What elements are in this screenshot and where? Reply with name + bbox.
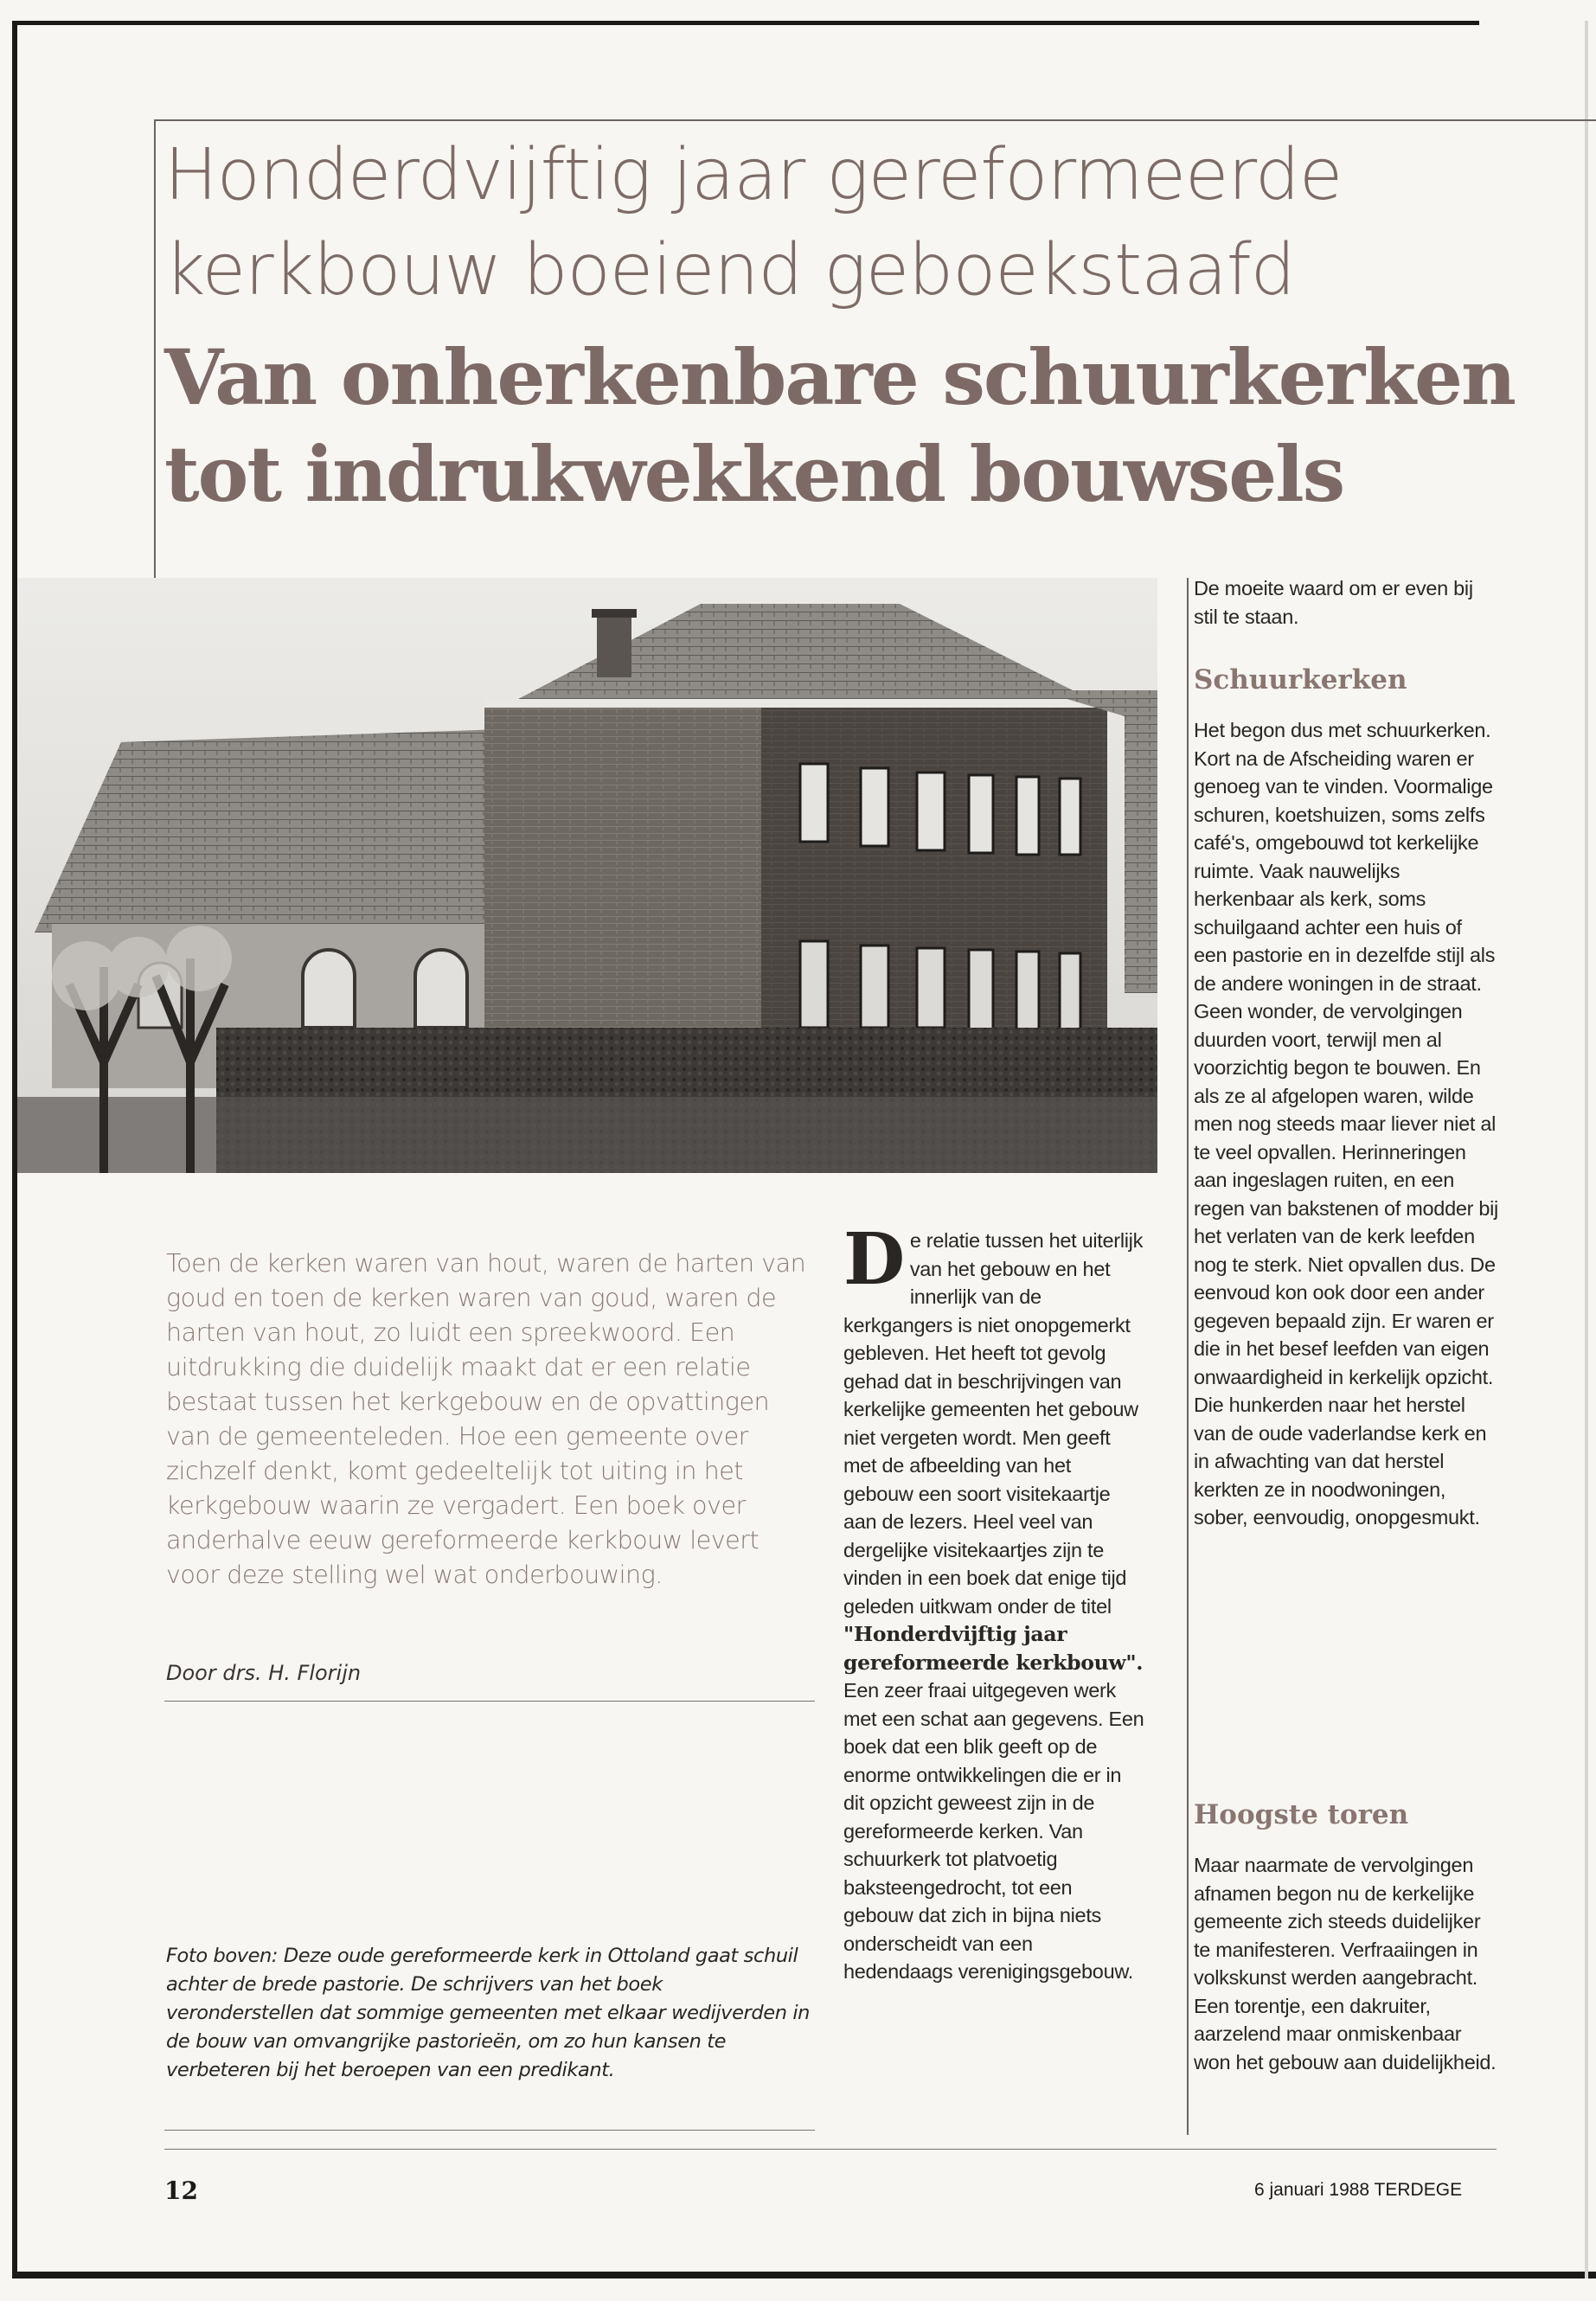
issue-date: 6 januari 1988 TERDEGE <box>1254 2180 1463 2200</box>
byline: Door drs. H. Florijn <box>166 1661 362 1685</box>
book-title: "Honderdvijftig jaar gereformeerde kerkbouw". <box>843 1622 1144 1675</box>
right-paragraph-1: Het begon dus met schuurkerken. Kort na de Afscheiding waren er genoeg van te vinden. Voormalige schuren, koetshuizen, soms zelfs café's, omgebouwd tot kerkelijke ruimte. Vaak nauwelijks herkenbaar als kerk, soms schuilgaand achter een huis of een pastorie en in dezelfde stijl als de andere woningen in de straat. Geen wonder, de vervolgingen duurden voort, terwijl men al voorzichtig begon te bouwen. En als ze al afgelopen waren, wilde men nog steeds maar liever niet al te veel opvallen. Herinneringen aan ingeslagen ruiten, en een regen van bakstenen of modder bij het verlaten van de kerk leefden nog te sterk. Niet opvallen dus. De eenvoud kon ook door een ander gegeven bepaald zijn. Er waren er die in het besef leefden van eigen onwaardigheid in kerkelijk opzicht. Die hunkerden naar het herstel van de oude vaderlandse kerk en in afwachting van dat herstel kerkten ze in noodwoningen, sober, eenvoudig, onopgesmukt. <box>1194 719 1498 1529</box>
kicker-line-1: Honderdvijftig jaar gereformeerde <box>164 134 1343 216</box>
lead-paragraph: Toen de kerken waren van hout, waren de harten van goud en toen de kerken waren van goud, waren de harten van hout, zo luidt een spreekwoord. Een uitdrukking die duidelijk maakt dat er een relatie bestaat tussen het kerkgebouw en de opvattingen van de gemeenteleden. Hoe een gemeente over zichzelf denkt, komt gedeeltelijk tot uiting in het kerkgebouw waarin ze vergadert. Een boek over anderhalve eeuw gereformeerde kerkbouw levert voor deze stelling wel wat onderbouwing. <box>166 1248 806 1589</box>
middle-text-2: Een zeer fraai uitgegeven werk met een schat aan gegevens. Een boek dat een blik geeft op de enorme ontwikkelingen die er in dit opzicht geweest zijn in de gereformeerde kerken. Van schuurkerk tot platvoetig baksteengedrocht, tot een gebouw dat zich in bijna niets onderscheidt van een hedendaags verenigingsgebouw. <box>843 1679 1144 1983</box>
drop-cap: D <box>843 1218 905 1301</box>
byline-rule <box>164 1701 815 1702</box>
footer-rule <box>164 2149 1497 2150</box>
caption-rule <box>164 2130 815 2131</box>
main-headline-line-1: Van onherkenbare schuurkerken <box>164 332 1516 422</box>
page-border-bottom <box>12 2272 1596 2279</box>
middle-column-body <box>843 1218 1144 1986</box>
subhead-hoogste-toren: Hoogste toren <box>1194 1799 1409 1830</box>
main-headline <box>164 329 1566 522</box>
church-photo <box>17 578 1157 1173</box>
kicker-headline <box>164 128 1548 318</box>
subhead-schuurkerken: Schuurkerken <box>1194 664 1407 695</box>
kicker-line-2: kerkbouw boeiend geboekstaafd <box>164 229 1295 311</box>
right-intro: De moeite waard om er even bij stil te staan. <box>1194 577 1473 628</box>
main-headline-line-2: tot indrukwekkend bouwsels <box>164 429 1344 519</box>
photo-caption: Foto boven: Deze oude gereformeerde kerk in Ottoland gaat schuil achter de brede pastorie. De schrijvers van het boek veronderstellen dat sommige gemeenten met elkaar wedijverden in de bouw van omvangrijke pastorieën, om zo hun kansen te verbeteren bij het beroepen van een predikant. <box>166 1945 811 2081</box>
right-paragraph-2: Maar naarmate de vervolgingen afnamen begon nu de kerkelijke gemeente zich steeds duidelijker te manifesteren. Verfraaiingen in volkskunst werden aangebracht. Een torentje, een dakruiter, aarzelend maar onmiskenbaar won het gebouw aan duidelijkheid. <box>1194 1854 1497 2073</box>
middle-text-1: e relatie tussen het uiterlijk van het gebouw en het innerlijk van de kerkgangers is niet onopgemerkt gebleven. Het heeft tot gevolg gehad dat in beschrijvingen van kerkelijke gemeenten het gebouw niet vergeten wordt. Men geeft met de afbeelding van het gebouw een soort visitekaartje aan de lezers. Heel veel van dergelijke visitekaartjes zijn te vinden in een boek dat enige tijd geleden uitkwam onder de titel <box>843 1229 1144 1618</box>
page-border-top <box>17 21 1479 25</box>
page-number: 12 <box>164 2176 198 2205</box>
